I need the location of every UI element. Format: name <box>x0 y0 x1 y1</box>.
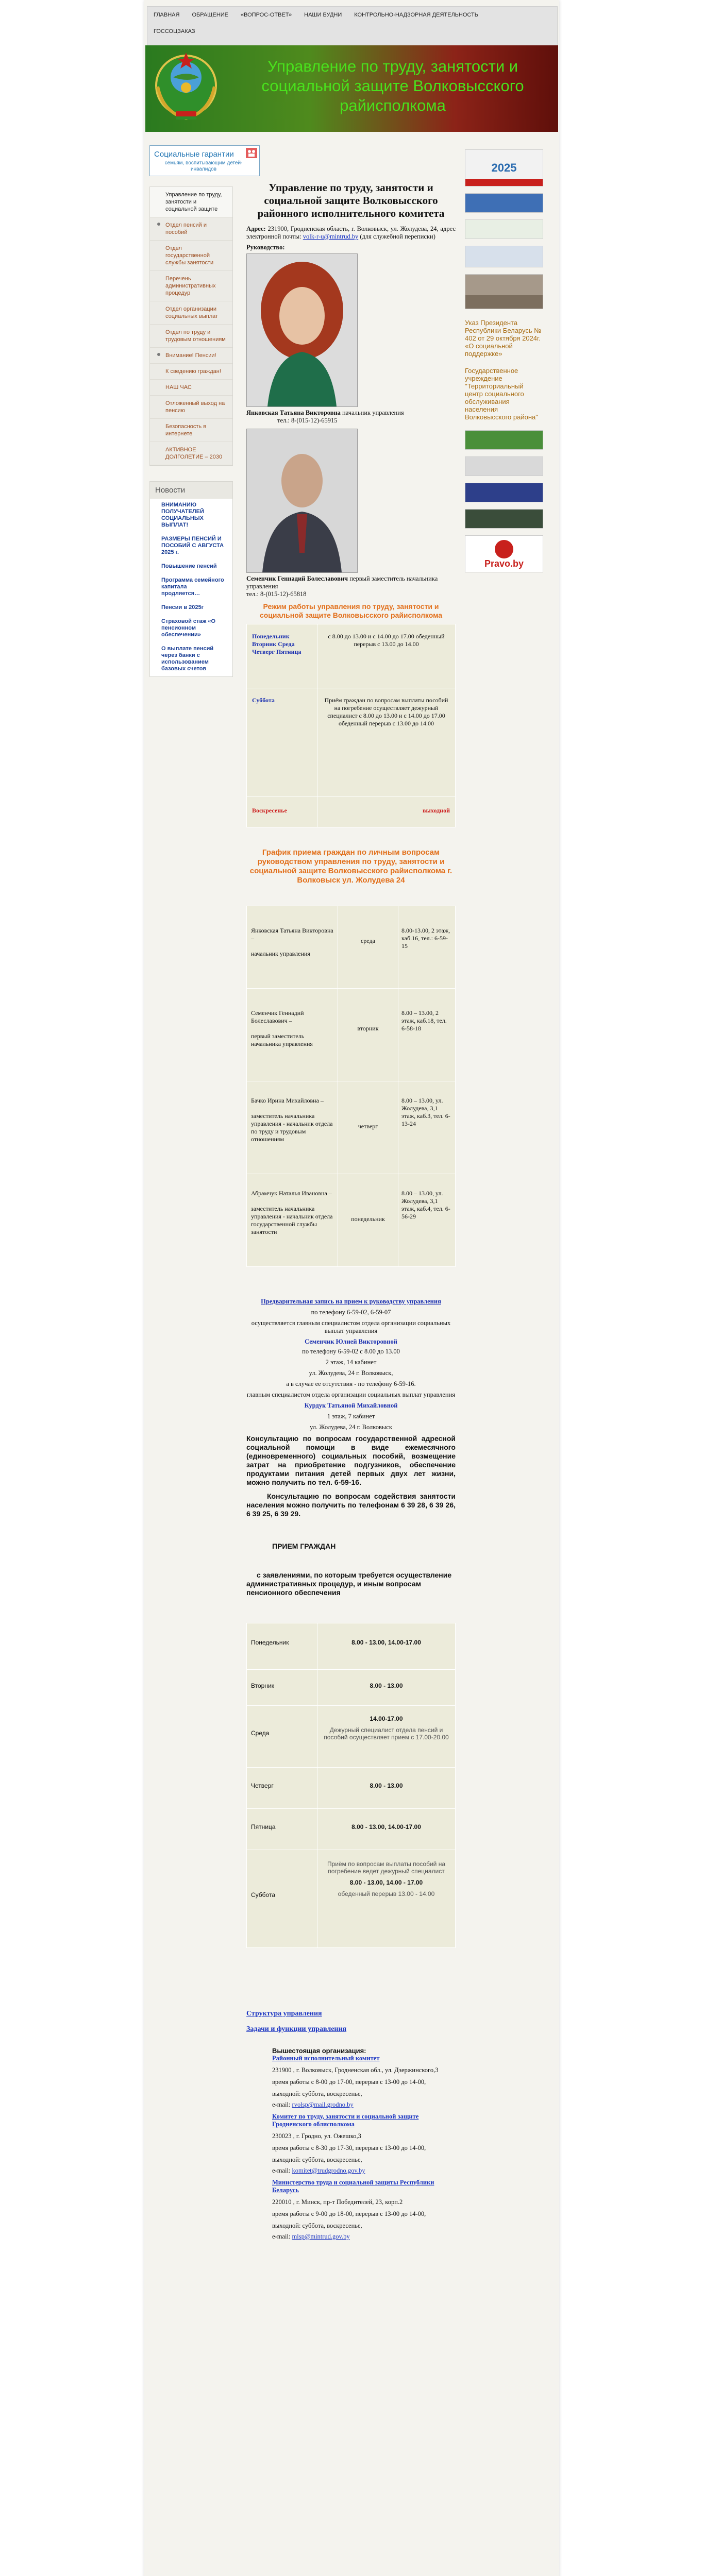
reception-day: вторник <box>338 989 398 1081</box>
reception-time: 8.00 – 13.00, 2 этаж, каб.18, тел. 6-58-18 <box>398 989 456 1081</box>
info-banner-1[interactable] <box>465 193 543 213</box>
reception-role: начальник управления <box>251 950 310 957</box>
news-item[interactable]: РАЗМЕРЫ ПЕНСИЙ И ПОСОБИЙ С АВГУСТА 2025 г. <box>161 536 224 555</box>
prebook-person2: Курдук Татьяной Михайловной <box>304 1402 398 1409</box>
priem-note: Дежурный специалист отдела пенсий и пособий осуществляет прием с 17.00-20.00 <box>324 1726 449 1741</box>
territorial-center-link[interactable]: Государственное учреждение "Территориальный центр социального обслуживания населения Волковысского района" <box>465 367 538 421</box>
reception-time: 8.00-13.00, 2 этаж, каб.16, тел.: 6-59-15 <box>398 906 456 989</box>
work-mode-title: Режим работы управления по труду, занятости и социальной защите Волковысского райисполкома <box>259 602 443 619</box>
priem-table <box>246 1623 456 1948</box>
reception-row <box>247 1081 456 1174</box>
head2-role: первый заместитель начальника управления <box>246 575 438 590</box>
priem-time: 8.00 - 13.00, 14.00-17.00 <box>317 1623 456 1670</box>
header-banner <box>145 45 558 132</box>
news-item[interactable]: Страховой стаж «О пенсионном обеспечении» <box>161 618 216 638</box>
info-banner-7[interactable] <box>465 509 543 529</box>
org-hours: время работы с 8-00 до 17-00, перерыв с 13-00 до 14-00, <box>272 2078 426 2086</box>
menu-item-procedures[interactable]: Перечень административных процедур <box>150 271 232 301</box>
address: 231900, Гродненская область, г. Волковыск, ул. Жолудева, 24, адрес электронной почты: <box>246 225 456 240</box>
reception-row <box>247 1174 456 1267</box>
priem-day: Пятница <box>247 1809 317 1850</box>
priem-time: 8.00 - 13.00 <box>317 1670 456 1706</box>
menu-item-label: Внимание! Пенсии! <box>165 352 216 359</box>
nav-qa[interactable]: «ВОПРОС-ОТВЕТ» <box>241 12 292 18</box>
priem-time: 14.00-17.00 <box>370 1715 403 1722</box>
structure-link[interactable]: Структура управления <box>246 2010 322 2018</box>
priem-day: Понедельник <box>247 1623 317 1670</box>
consult-employment: Консультацию по вопросам содействия занятости населения можно получить по телефонам 6 39 28, 6 39 26, 6 39 25, 6 39 29. <box>246 1492 456 1518</box>
priem-note: Приём по вопросам выплаты пособий на погребение ведет дежурный специалист <box>327 1860 446 1875</box>
menu-item-longevity[interactable]: АКТИВНОЕ ДОЛГОЛЕТИЕ – 2030 <box>150 442 232 465</box>
photo-yankovskaya <box>246 253 358 407</box>
priem-time: 8.00 - 13.00 <box>317 1768 456 1809</box>
menu-item-attention[interactable] <box>150 348 232 364</box>
reception-name: Абрамчук Наталья Ивановна – <box>251 1190 332 1197</box>
menu-item-internet-safety[interactable]: Безопасность в интернете <box>150 419 232 442</box>
head1-phone: тел.: 8-(015-12)-65915 <box>277 417 338 424</box>
guarantee-subtitle: семьям, воспитывающим детей-инвалидов <box>164 160 243 172</box>
family-icon <box>246 148 257 158</box>
menu-item-deferred-retirement[interactable]: Отложенный выход на пенсию <box>150 396 232 419</box>
org-hours: время работы с 8-30 до 17-30, перерыв с 13-00 до 14-00, <box>272 2144 426 2151</box>
news-block <box>149 481 233 677</box>
info-banner-6[interactable] <box>465 483 543 502</box>
reception-time: 8.00 – 13.00, ул. Жолудева, 3,1 этаж, каб.4, тел. 6-56-29 <box>398 1174 456 1267</box>
news-item[interactable]: О выплате пенсий через банки с использованием базовых счетов <box>161 646 214 672</box>
reception-role: заместитель начальника управления - начальник отдела государственной службы занятости <box>251 1205 333 1235</box>
news-item[interactable]: Повышение пенсий <box>161 563 217 569</box>
saturday-cell: Суббота <box>247 688 317 796</box>
weekdays-time: с 8.00 до 13.00 и с 14.00 до 17.00 обеденный перерыв с 13.00 до 14.00 <box>317 624 456 688</box>
prebook-by2: главным специалистом отдела организации социальных выплат управления <box>246 1391 456 1398</box>
info-banner-3[interactable] <box>465 246 543 267</box>
priem-row <box>247 1809 456 1850</box>
priem-row <box>247 1850 456 1948</box>
page-title: Управление по труду, занятости и социальной защите Волковысского районного исполнительного комитета <box>257 181 445 219</box>
nav-our-days[interactable]: НАШИ БУДНИ <box>304 12 342 18</box>
reception-day: понедельник <box>338 1174 398 1267</box>
belarus-emblem-icon <box>153 50 220 126</box>
email-label: e-mail: <box>272 2233 291 2240</box>
priem-title: ПРИЕМ ГРАЖДАН <box>272 1542 336 1550</box>
prebook-phone: по телефону 6-59-02, 6-59-07 <box>311 1309 391 1316</box>
org-link[interactable]: Министерство труда и социальной защиты Республики Беларусь <box>272 2179 434 2194</box>
news-item[interactable]: Пенсии в 2025г <box>161 604 204 611</box>
menu-item-department[interactable]: Управление по труду, занятости и социальной защите <box>150 187 232 217</box>
site-title: Управление по труду, занятости и социальной защите Волковысского райисполкома <box>261 57 524 114</box>
ukaz-link[interactable]: Указ Президента Республики Беларусь № 402 от 29 октября 2024г. «О социальной поддержке» <box>465 319 542 358</box>
email-note: (для служебной переписки) <box>360 233 435 240</box>
menu-item-our-hour[interactable]: НАШ ЧАС <box>150 380 232 396</box>
reception-role: первый заместитель начальника управления <box>251 1032 313 1047</box>
reception-name: Семенчик Геннадий Болеславович – <box>251 1009 304 1024</box>
top-navigation <box>147 6 558 46</box>
prebook-phone2: по телефону 6-59-02 с 8.00 до 13.00 <box>302 1348 400 1355</box>
reception-time: 8.00 – 13.00, ул. Жолудева, 3,1 этаж, каб.3, тел. 6-13-24 <box>398 1081 456 1174</box>
photo-banner[interactable] <box>465 274 543 309</box>
tasks-link[interactable]: Задачи и функции управления <box>246 2025 347 2033</box>
pravo-banner[interactable] <box>465 535 543 572</box>
priem-time: 8.00 - 13.00, 14.00 - 17.00 <box>349 1879 423 1886</box>
org-address: 230023 , г. Гродно, ул. Ожешко,3 <box>272 2132 361 2140</box>
receptions-table <box>246 906 456 1267</box>
reception-row <box>247 989 456 1081</box>
menu-item-employment[interactable]: Отдел государственной службы занятости <box>150 241 232 271</box>
menu-item-label: Отдел пенсий и пособий <box>165 222 207 235</box>
news-item[interactable]: ВНИМАНИЮ ПОЛУЧАТЕЛЕЙ СОЦИАЛЬНЫХ ВЫПЛАТ! <box>161 502 204 528</box>
reception-role: заместитель начальника управления - начальник отдела по труду и трудовым отношениям <box>251 1112 333 1143</box>
org-address: 220010 , г. Минск, пр-т Победителей, 23, корп.2 <box>272 2198 403 2206</box>
org-address: 231900 , г. Волковыск, Гродненская обл., ул. Дзержинского,3 <box>272 2066 439 2074</box>
priem-row <box>247 1706 456 1768</box>
info-banner-4[interactable] <box>465 430 543 450</box>
nav-control[interactable]: КОНТРОЛЬНО-НАДЗОРНАЯ ДЕЯТЕЛЬНОСТЬ <box>354 12 478 18</box>
menu-item-labor[interactable]: Отдел по труду и трудовым отношениям <box>150 325 232 348</box>
priem-row <box>247 1670 456 1706</box>
reception-day: четверг <box>338 1081 398 1174</box>
higher-org-title: Вышестоящая организация: <box>272 2047 366 2055</box>
prebook-address2: ул. Жолудева, 24 г. Волковыск <box>310 1423 392 1431</box>
news-item[interactable]: Программа семейного капитала продляется… <box>161 577 224 597</box>
head1-role: начальник управления <box>342 409 404 416</box>
org-hours: время работы с 9-00 до 18-00, перерыв с 13-00 до 14-00, <box>272 2210 426 2217</box>
left-menu <box>149 187 233 466</box>
nav-home[interactable]: ГЛАВНАЯ <box>154 12 180 18</box>
org-block <box>272 2055 456 2241</box>
reception-row <box>247 906 456 989</box>
org-off: выходной: суббота, воскресенье, <box>272 2156 362 2163</box>
sunday-cell: Воскресенье <box>247 796 317 827</box>
prebook-title: Предварительная запись на прием к руководству управления <box>261 1298 441 1305</box>
bullet-icon <box>157 353 160 356</box>
address-label: Адрес: <box>246 225 266 232</box>
org-link[interactable]: Районный исполнительный комитет <box>272 2055 380 2062</box>
head2-name: Семенчик Геннадий Болеславович <box>246 575 348 582</box>
org-off: выходной: суббота, воскресенье, <box>272 2222 362 2229</box>
priem-day: Суббота <box>247 1850 317 1948</box>
priem-row <box>247 1768 456 1809</box>
nav-appeal[interactable]: ОБРАЩЕНИЕ <box>192 12 229 18</box>
head2-phone: тел.: 8-(015-12)-65818 <box>246 590 307 598</box>
guarantee-title: Социальные гарантии <box>154 150 234 159</box>
info-banner-5[interactable] <box>465 456 543 476</box>
pravo-label: Pravo.by <box>484 558 524 569</box>
info-banner-2[interactable] <box>465 219 543 239</box>
prebook-floor: 2 этаж, 14 кабинет <box>325 1359 377 1366</box>
menu-item-payments[interactable]: Отдел организации социальных выплат <box>150 301 232 325</box>
email-label: e-mail: <box>272 2101 291 2108</box>
consult-social: Консультацию по вопросам государственной адресной социальной помощи в виде ежемесячного (единовременного) социальных пособий, возмещение затрат на приобретение подгузников, обеспечение продуктами питания детей первых двух лет жизни, можно получить по тел. 6-59-16. <box>246 1434 456 1486</box>
saturday-time: Приём граждан по вопросам выплаты пособий на погребение осуществляет дежурный специалист с 8.00 до 13.00 и с 14.00 до 17.00 обеденный перерыв с 13.00 до 14.00 <box>317 688 456 796</box>
news-header: Новости <box>150 482 232 499</box>
org-email[interactable]: mlsp@mintrud.gov.by <box>292 2233 350 2240</box>
prebook-address: ул. Жолудева, 24 г. Волковыск, <box>309 1369 393 1377</box>
priem-time: 8.00 - 13.00, 14.00-17.00 <box>317 1809 456 1850</box>
bullet-icon <box>157 223 160 226</box>
nav-state-order[interactable]: ГОССОЦЗАКАЗ <box>154 28 195 35</box>
receptions-title: График приема граждан по личным вопросам руководством управления по труду, занятости и социальной защите Волковысского райисполкома г. Волковыск ул. Жолудева 24 <box>249 848 452 885</box>
prebook-absent: а в случае ее отсутствия - по телефону 6-59-16. <box>286 1380 416 1387</box>
leadership-label: Руководство: <box>246 244 285 251</box>
priem-day: Вторник <box>247 1670 317 1706</box>
priem-day: Среда <box>247 1706 317 1768</box>
sunday-time: выходной <box>317 796 456 827</box>
reception-day: среда <box>338 906 398 989</box>
priem-description: с заявлениями, по которым требуется осуществление административных процедур, и иным вопросам пенсионного обеспечения <box>246 1571 452 1597</box>
org-email[interactable]: komitet@trudgrodno.gov.by <box>292 2167 365 2174</box>
weekdays-cell: Понедельник Вторник Среда Четверг Пятница <box>247 624 317 688</box>
svg-text:2025: 2025 <box>491 161 517 174</box>
work-mode-table <box>246 624 456 827</box>
email-label: e-mail: <box>272 2167 291 2174</box>
priem-lunch: обеденный перерыв 13.00 - 14.00 <box>338 1890 435 1897</box>
year-2025-banner[interactable] <box>465 149 543 187</box>
org-email[interactable]: rvolsp@mail.grodno.by <box>292 2101 354 2108</box>
menu-item-pensions[interactable] <box>150 217 232 241</box>
reception-name: Бачко Ирина Михайловна – <box>251 1097 324 1104</box>
photo-semenchik <box>246 429 358 573</box>
prebook-by: осуществляется главным специалистом отдела организации социальных выплат управления <box>251 1319 451 1334</box>
priem-day: Четверг <box>247 1768 317 1809</box>
prebook-section <box>246 1298 456 1431</box>
priem-row <box>247 1623 456 1670</box>
menu-item-notice[interactable]: К сведению граждан! <box>150 364 232 380</box>
org-off: выходной: суббота, воскресенье, <box>272 2090 362 2097</box>
prebook-floor2: 1 этаж, 7 кабинет <box>327 1413 375 1420</box>
email-link[interactable]: volk-r-u@mintrud.by <box>303 233 359 240</box>
prebook-person1: Семенчик Юлией Викторовной <box>305 1338 397 1345</box>
head1-name: Янковская Татьяна Викторовна <box>246 409 341 416</box>
social-guarantee-banner[interactable] <box>149 145 260 176</box>
reception-name: Янковская Татьяна Викторовна – <box>251 927 333 942</box>
org-link[interactable]: Комитет по труду, занятости и социальной защите Гродненского облисполкома <box>272 2113 419 2128</box>
